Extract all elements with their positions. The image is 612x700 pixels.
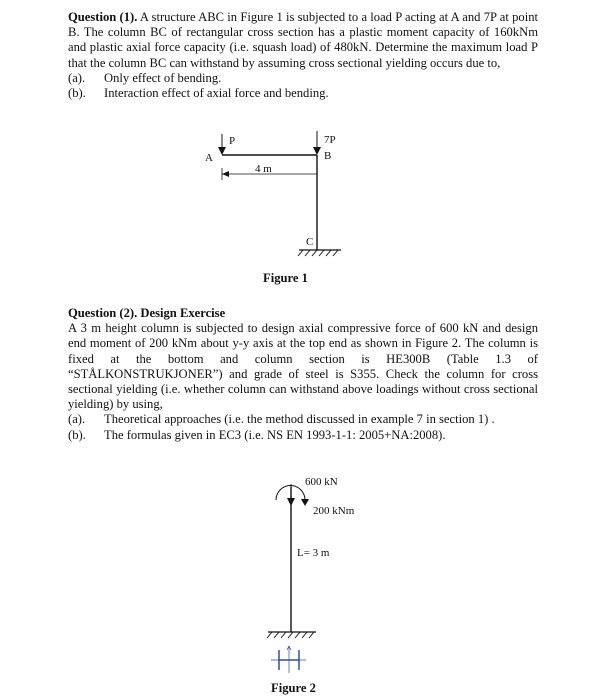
list-marker: (a). xyxy=(68,412,86,427)
list-marker: (a). xyxy=(68,70,86,85)
label-a: A xyxy=(205,152,213,164)
list-text: Interaction effect of axial force and bending. xyxy=(104,86,329,101)
figure-1 xyxy=(205,131,341,285)
list-text: Only effect of bending. xyxy=(104,70,222,85)
question-2-heading: Question (2). Design Exercise xyxy=(68,306,226,320)
figure-1-caption: Figure 1 xyxy=(263,271,308,285)
list-marker: (b). xyxy=(68,86,86,101)
label-b: B xyxy=(324,150,332,162)
label-p: P xyxy=(229,135,236,147)
ground-hatch xyxy=(267,632,314,638)
length-label: L= 3 m xyxy=(297,547,330,559)
dimension-label: 4 m xyxy=(255,163,272,175)
label-c: C xyxy=(306,236,314,248)
dimension-arrow-left xyxy=(222,171,229,177)
moment-arrowhead xyxy=(301,499,309,506)
question-2-body: A 3 m height column is subjected to design axial compressive force of 600 kN and design end moment of 200 kNm about y-y axis at the top end as shown in Figure 2. The column is fixed at the bottom and column section is HE300B (Table 1.3 of “STÅLKONSTRUKJONER”) and grade of steel is S355. Check the column for cross sectional yielding (i.e. whether column can withstand above loadings without cross sectional yielding) by using, xyxy=(68,321,538,412)
label-7p: 7P xyxy=(324,134,336,146)
axial-load-label: 600 kN xyxy=(305,476,338,488)
h-section-icon xyxy=(271,646,306,673)
figure-2 xyxy=(267,476,355,695)
moment-label: 200 kNm xyxy=(313,505,355,517)
figure-2-caption: Figure 2 xyxy=(271,681,316,695)
list-text: Theoretical approaches (i.e. the method discussed in example 7 in section 1) . xyxy=(104,412,495,427)
ground-hatch-c xyxy=(298,250,338,256)
question-1-heading: Question (1). xyxy=(68,10,138,24)
question-1-body: A structure ABC in Figure 1 is subjected to a load P acting at A and 7P at point B. The column BC of rectangular cross section has a plastic moment capacity of 160kNm and plastic axial force capacity (i.e. squash load) of 480kN. Determine the maximum load P that the column BC can withstand by assuming cross sectional yielding occurs due to, xyxy=(68,10,538,70)
list-text: The formulas given in EC3 (i.e. NS EN 1993-1-1: 2005+NA:2008). xyxy=(104,427,446,442)
list-marker: (b). xyxy=(68,427,86,442)
